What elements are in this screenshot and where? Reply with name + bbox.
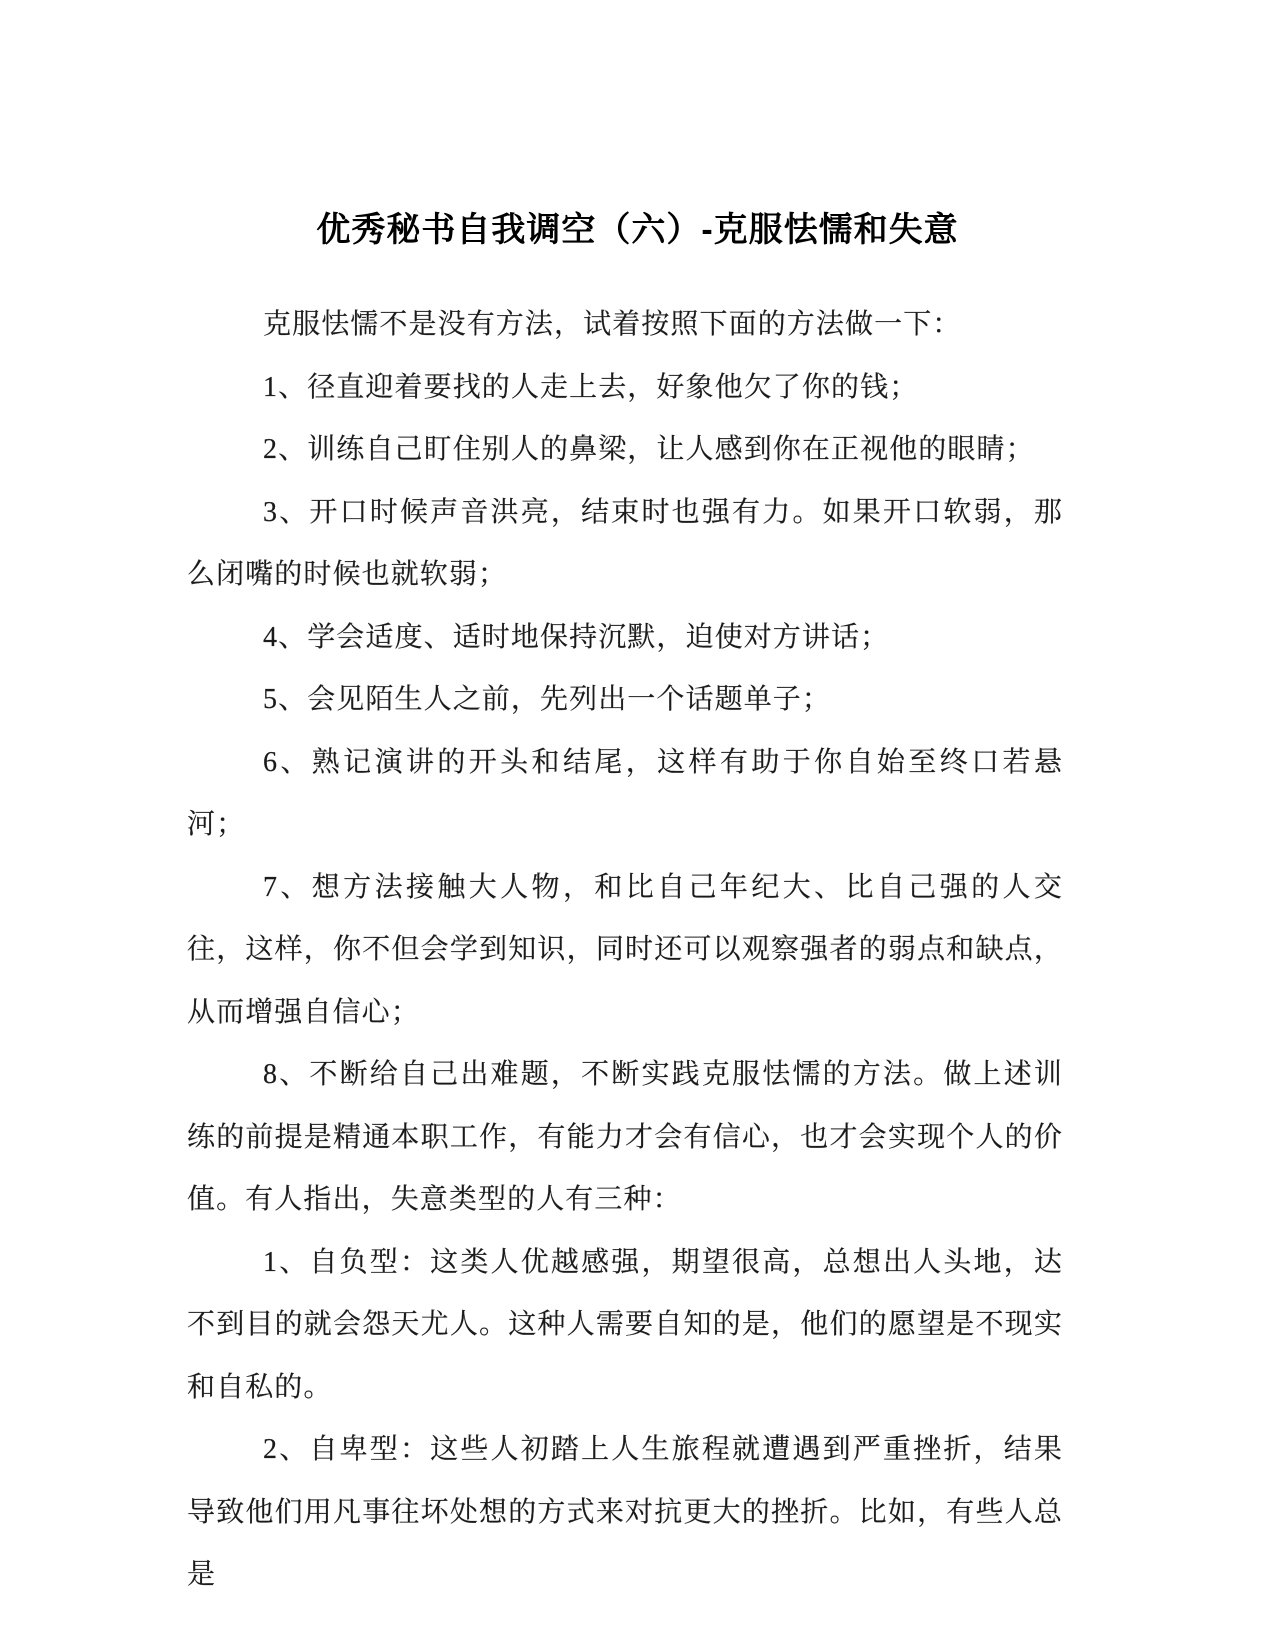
document-body (187, 294, 1063, 1607)
paragraph-item-7: 7、想方法接触大人物，和比自己年纪大、比自己强的人交往，这样，你不但会学到知识，同时还可以观察强者的弱点和缺点，从而增强自信心； (187, 871, 1063, 1028)
paragraph-item-6: 6、熟记演讲的开头和结尾，这样有助于你自始至终口若悬河； (187, 746, 1063, 840)
paragraph-item-3: 3、开口时候声音洪亮，结束时也强有力。如果开口软弱，那么闭嘴的时候也就软弱； (187, 496, 1063, 590)
paragraph-item-5: 5、会见陌生人之前，先列出一个话题单子； (263, 684, 832, 715)
page-title: 优秀秘书自我调空（六）-克服怯懦和失意 (316, 211, 959, 249)
paragraph-type-1: 1、自负型：这类人优越感强，期望很高，总想出人头地，达不到目的就会怨天尤人。这种人需要自知的是，他们的愿望是不现实和自私的。 (187, 1246, 1063, 1403)
paragraph-item-4: 4、学会适度、适时地保持沉默，迫使对方讲话； (263, 621, 890, 653)
paragraph-item-1: 1、径直迎着要找的人走上去，好象他欠了你的钱； (263, 371, 919, 403)
paragraph-item-2: 2、训练自己盯住别人的鼻梁，让人感到你在正视他的眼睛； (263, 434, 1035, 465)
paragraph-type-2: 2、自卑型：这些人初踏上人生旅程就遭遇到严重挫折，结果导致他们用凡事往坏处想的方式来对抗更大的挫折。比如，有些人总是 (187, 1434, 1063, 1590)
paragraph-item-8: 8、不断给自己出难题，不断实践克服怯懦的方法。做上述训练的前提是精通本职工作，有能力才会有信心，也才会实现个人的价值。有人指出，失意类型的人有三种： (187, 1059, 1063, 1215)
paragraph-intro: 克服怯懦不是没有方法，试着按照下面的方法做一下： (263, 309, 962, 340)
